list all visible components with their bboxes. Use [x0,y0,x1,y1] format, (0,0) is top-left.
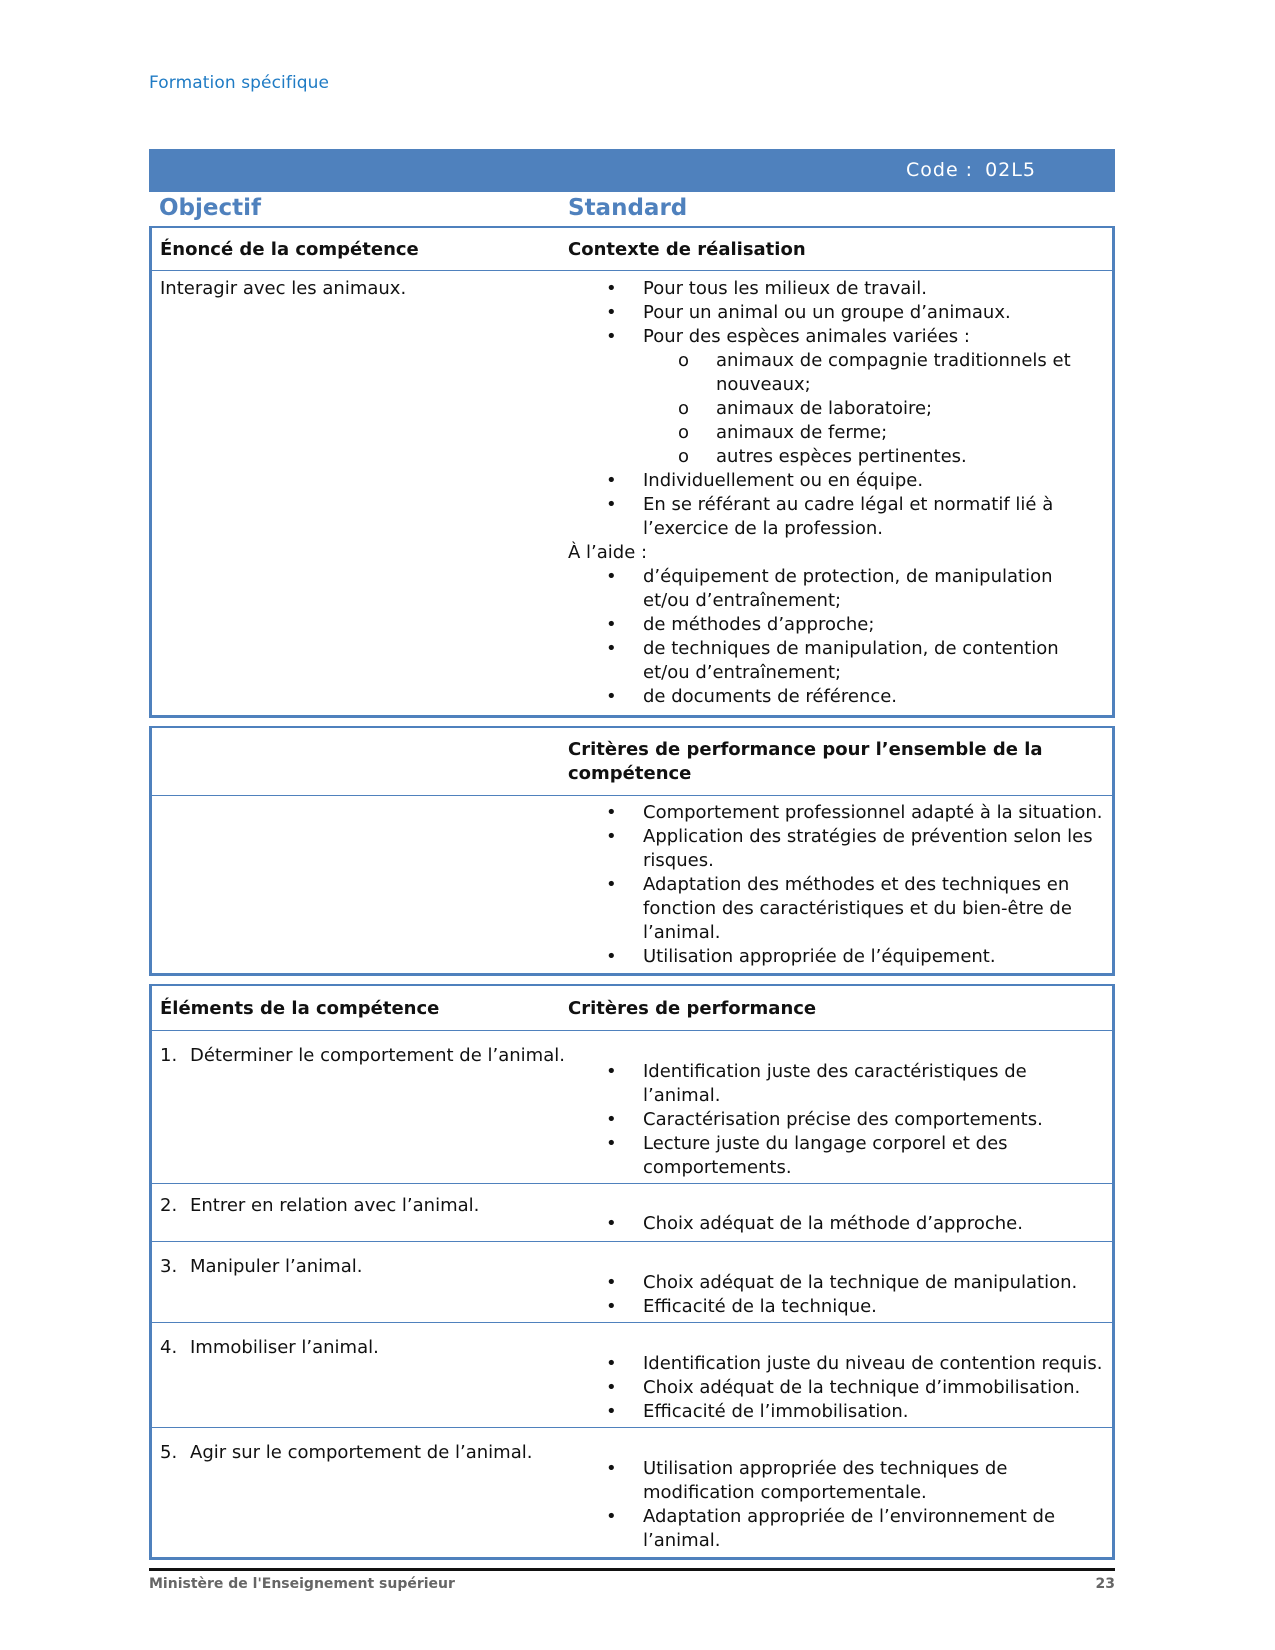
list-item: • Application des stratégies de prévention selon les risques. [568,825,1104,873]
header-elements: Éléments de la compétence [160,998,440,1019]
list-item: • Pour tous les milieux de travail. [568,277,1104,301]
table-header-row [152,228,1112,270]
list-item: • Adaptation des méthodes et des techniques en fonction des caractéristiques et du bien-être de l’animal. [568,873,1104,945]
list-item: • Choix adéquat de la technique d’immobilisation. [568,1376,1104,1400]
heading-standard: Standard [568,195,688,221]
competency-statement: Interagir avec les animaux. [160,278,407,299]
table-row [152,270,1112,715]
criteria-cell [568,801,1112,969]
list-item: • de documents de référence. [568,685,1104,709]
element-2 [160,1194,580,1218]
header-contexte: Contexte de réalisation [568,239,806,260]
table-row [152,1322,1112,1427]
element-5 [160,1441,580,1465]
table-header-row [152,728,1112,795]
criteria-list [568,1271,1104,1319]
sub-list-item: o autres espèces pertinentes. [568,445,1104,469]
list-item: • Choix adéquat de la méthode d’approche. [568,1212,1104,1236]
header-criteres-ensemble: Critères de performance pour l’ensemble de la compétence [568,739,1043,784]
list-item: • Comportement professionnel adapté à la situation. [568,801,1104,825]
element-3 [160,1255,580,1279]
list-item: • Identification juste du niveau de contention requis. [568,1352,1104,1376]
element-1 [160,1044,580,1068]
code-band [149,149,1115,192]
footer-publisher: Ministère de l'Enseignement supérieur [149,1576,455,1592]
code-value: 02L5 [985,159,1036,181]
species-list [643,349,1104,469]
heading-objectif: Objectif [159,195,262,221]
list-item: • Utilisation appropriée des techniques de modification comportementale. [568,1457,1104,1505]
element-label: Manipuler l’animal. [190,1256,363,1277]
list-item: • de méthodes d’approche; [568,613,1104,637]
sub-list-item: o animaux de compagnie traditionnels et nouveaux; [568,349,1104,397]
table-header-row [152,986,1112,1030]
list-item [568,325,1104,469]
list-item: • Caractérisation précise des comportements. [568,1108,1104,1132]
code-label: Code : [906,159,974,181]
element-label: Déterminer le comportement de l’animal. [190,1045,565,1066]
list-item: • Pour un animal ou un groupe d’animaux. [568,301,1104,325]
table-enonce-contexte [149,226,1115,718]
list-item: • Efficacité de la technique. [568,1295,1104,1319]
list-item: • de techniques de manipulation, de contention et/ou d’entraînement; [568,637,1104,685]
list-item: • Identification juste des caractéristiques de l’animal. [568,1060,1104,1108]
list-item: • Choix adéquat de la technique de manipulation. [568,1271,1104,1295]
element-label: Entrer en relation avec l’animal. [190,1195,480,1216]
criteria-list [568,1060,1104,1180]
element-4 [160,1336,580,1360]
element-number: 4. [160,1337,178,1358]
table-row [152,1030,1112,1183]
list-item: • Lecture juste du langage corporel et des comportements. [568,1132,1104,1180]
list-item: • Utilisation appropriée de l’équipement. [568,945,1104,969]
element-number: 5. [160,1442,178,1463]
aide-label: À l’aide : [568,542,648,563]
criteria-list [568,1212,1104,1236]
course-code [906,159,1036,181]
list-item: • d’équipement de protection, de manipulation et/ou d’entraînement; [568,565,1104,613]
element-number: 1. [160,1045,178,1066]
aide-list [568,565,1104,709]
global-criteria-list [568,801,1104,969]
table-elements-criteres [149,984,1115,1560]
context-cell [568,277,1112,709]
table-row [152,1427,1112,1557]
element-label: Agir sur le comportement de l’animal. [190,1442,533,1463]
header-criteres: Critères de performance [568,998,817,1019]
running-head: Formation spécifique [149,73,330,93]
list-item: • En se référant au cadre légal et normatif lié à l’exercice de la profession. [568,493,1104,541]
column-headings [149,193,1115,226]
table-row [152,1183,1112,1241]
sub-list-item: o animaux de ferme; [568,421,1104,445]
table-row [152,1241,1112,1322]
element-number: 3. [160,1256,178,1277]
criteria-list [568,1352,1104,1424]
header-enonce: Énoncé de la compétence [160,239,419,260]
page-number: 23 [1095,1576,1115,1592]
criteria-list [568,1457,1104,1553]
list-item: • Adaptation appropriée de l’environnement de l’animal. [568,1505,1104,1553]
context-list [568,277,1104,541]
list-item-text: Pour des espèces animales variées : [643,326,970,347]
sub-list-item: o animaux de laboratoire; [568,397,1104,421]
footer-divider [149,1568,1115,1571]
table-criteres-ensemble [149,726,1115,976]
list-item: • Individuellement ou en équipe. [568,469,1104,493]
list-item: • Efficacité de l’immobilisation. [568,1400,1104,1424]
element-number: 2. [160,1195,178,1216]
table-row [152,795,1112,973]
element-label: Immobiliser l’animal. [190,1337,379,1358]
